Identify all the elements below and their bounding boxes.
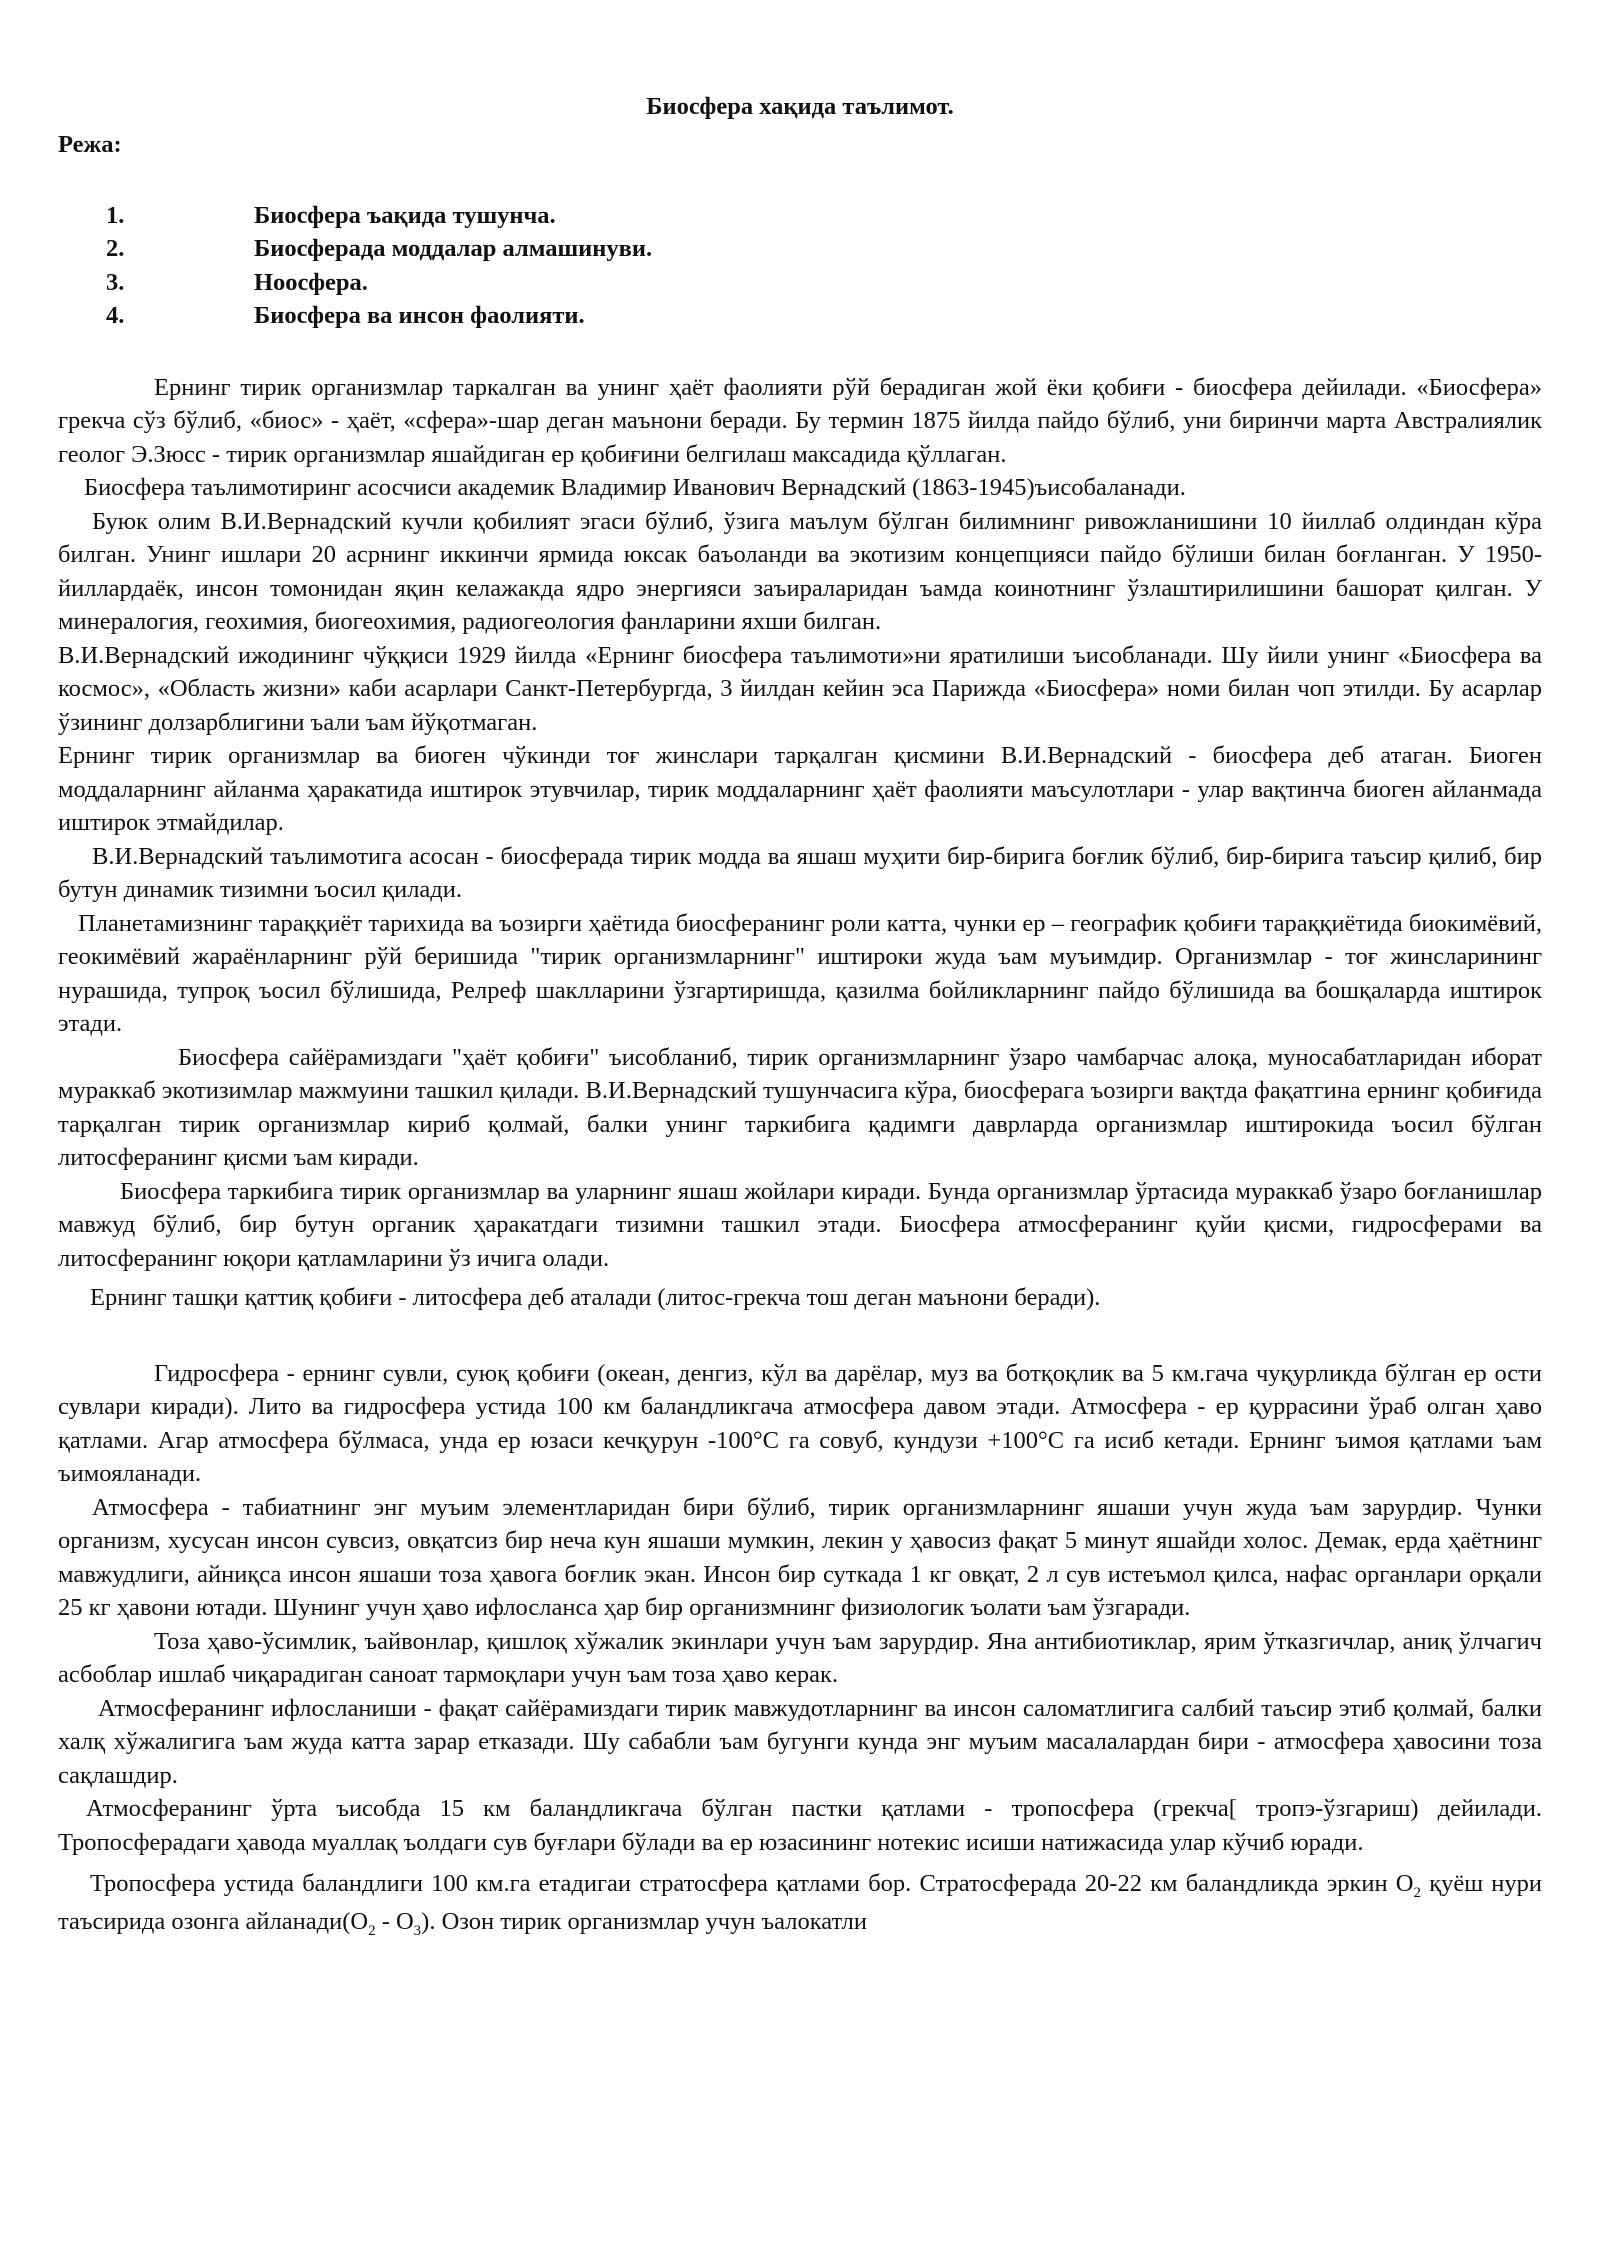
plan-item-text: Биосферада моддалар алмашинуви. — [254, 235, 653, 262]
body-paragraph: Атмосфера - табиатнинг энг муъим элементларидан бири бўлиб, тирик организмларнинг яшаши учун жуда ъам зарурдир. Чунки организм, хусусан инсон сувсиз, овқатсиз бир неча кун яшаши мумкин, лекин у ҳавосиз фақат 5 минут яшайди холос. Демак, ерда ҳаётнинг мавжудлиги, айниқса инсон яшаши тоза ҳавога боғлик экан. Инсон бир суткада 1 кг овқат, 2 л сув истеъмол қилса, нафас органлари орқали 25 кг ҳавони ютади. Шунинг учун ҳаво ифлосланса ҳар бир организмнинг физиологик ъолати ъам ўзгаради. — [58, 1493, 1542, 1621]
body-paragraph-last — [58, 1865, 1542, 1941]
plan-item-text: Биосфера ъақида тушунча. — [254, 201, 556, 229]
plan-item-number: 1. — [106, 201, 125, 229]
plan-item-number: 4. — [106, 302, 125, 329]
body-paragraph: В.И.Вернадский таълимотига асосан - биосферада тирик модда ва яшаш муҳити бир-бирига боғлик бўлиб, бир-бирига таъсир қилиб, бир бутун динамик тизимни ъосил қилади. — [58, 842, 1542, 903]
plan-item-text: Биосфера ва инсон фаолияти. — [254, 302, 585, 329]
text-run: - О — [375, 1908, 414, 1935]
plan-item — [58, 199, 1542, 233]
body-paragraph: Планетамизнинг тараққиёт тарихида ва ъозирги ҳаётида биосферанинг роли катта, чунки ер – географик қобиғи тараққиётида биокимёвий, геокимёвий жараёнларнинг рўй беришида "тирик организмларнинг" иштироки жуда ъам муъимдир. Организмлар - тоғ жинсларининг нурашида, тупроқ ъосил бўлишида, Релреф шаклларини ўзгартиришда, қазилма бойликларнинг пайдо бўлишида ва бошқаларда иштирок этади. — [58, 909, 1542, 1037]
document-page — [58, 90, 1542, 1941]
body-paragraph: В.И.Вернадский ижодининг чўққиси 1929 йилда «Ернинг биосфера таълимоти»ни яратилиши ъисобланади. Шу йили унинг «Биосфера ва космос», «Область жизни» каби асарлари Санкт-Петербургда, 3 йилдан кейин эса Парижда «Биосфера» номи билан чоп этилди. Бу асарлар ўзининг долзарблигини ъали ъам йўқотмаган. — [58, 641, 1542, 736]
spacer — [58, 1315, 1542, 1357]
body-paragraph: Биосфера таркибига тирик организмлар ва уларнинг яшаш жойлари киради. Бунда организмлар ўртасида мураккаб ўзаро боғланишлар мавжуд бўлиб, бир бутун органик ҳаракатдаги тизимни ташкил этади. Биосфера атмосферанинг қуйи қисми, гидросферами ва литосферанинг юқори қатламларини ўз ичига олади. — [58, 1177, 1542, 1272]
plan-item — [58, 232, 1542, 266]
body-paragraph: Биосфера сайёрамиздаги "ҳаёт қобиғи" ъисобланиб, тирик организмларнинг ўзаро чамбарчас алоқа, муносабатларидан иборат мураккаб экотизимлар мажмуини ташкил қилади. В.И.Вернадский тушунчасига кўра, биосферага ъозирги вақтда фақатгина ернинг қобиғида тарқалган тирик организмлар кириб қолмай, балки унинг таркибига қадимги даврларда организмлар иштирокида ъосил бўлган литосферанинг қисми ъам киради. — [58, 1043, 1542, 1171]
plan-item — [58, 266, 1542, 300]
plan-list — [58, 199, 1542, 333]
body-paragraph: Ернинг ташқи қаттиқ қобиғи - литосфера деб аталади (литос-грекча тош деган маънони беради). — [90, 1284, 1101, 1311]
subscript: 3 — [413, 1922, 422, 1939]
plan-label: Режа: — [58, 131, 122, 158]
subscript: 2 — [368, 1922, 376, 1939]
body-paragraph: Биосфера таълимотиринг асосчиси академик Владимир Иванович Вернадский (1863-1945)ъисобаланади. — [84, 474, 1186, 501]
plan-item-number: 3. — [106, 268, 125, 296]
plan-item — [58, 299, 1542, 333]
body-paragraph: Ернинг тирик организмлар ва биоген чўкинди тоғ жинслари тарқалган қисмини В.И.Вернадский - биосфера деб атаган. Биоген моддаларнинг айланма ҳаракатида иштирок этувчилар, тирик моддаларнинг ҳаёт фаолияти маъсулотлари - улар вақтинча биоген айланмада иштирок этмайдилар. — [58, 742, 1542, 836]
text-run: қуёш нури таъсирида озонга айланади(О — [58, 1870, 1542, 1935]
document-title: Биосфера хақида таълимот. — [646, 93, 954, 120]
body-paragraph: Тоза ҳаво-ўсимлик, ъайвонлар, қишлоқ хўжалик экинлари учун ъам зарурдир. Яна антибиотиклар, ярим ўтказгичлар, аниқ ўлчагич асбоблар ишлаб чиқарадиган саноат тармоқлари учун ъам тоза ҳаво керак. — [58, 1627, 1542, 1688]
body-paragraph: Гидросфера - ернинг сувли, суюқ қобиғи (океан, денгиз, кўл ва дарёлар, муз ва ботқоқлик ва 5 км.гача чуқурликда бўлган ер ости сувлари киради). Лито ва гидросфера устида 100 км баландликгача атмосфера давом этади. Атмосфера - ер қуррасини ўраб олган ҳаво қатлами. Агар атмосфера бўлмаса, унда ер юзаси кечқурун -100°С га совуб, кундузи +100°С га исиб кетади. Ернинг ъимоя қатлами ъам ъимояланади. — [58, 1359, 1542, 1487]
body-paragraph: Буюк олим В.И.Вернадский кучли қобилият эгаси бўлиб, ўзига маълум бўлган билимнинг ривожланишини 10 йиллаб олдиндан кўра билган. Унинг ишлари 20 асрнинг иккинчи ярмида юксак баъоланди ва экотизим концепцияси пайдо бўлиши билан боғланган. У 1950-йиллардаёк, инсон томонидан яқин келажакда ядро энергияси заъираларидан ъамда коинотнинг ўзлаштирилишини башорат қилган. У минералогия, геохимия, биогеохимия, радиогеология фанларини яхши билган. — [58, 507, 1542, 635]
subscript: 2 — [1413, 1884, 1422, 1901]
plan-item-number: 2. — [106, 235, 125, 262]
plan-item-text: Ноосфера. — [254, 268, 368, 296]
text-run: Тропосфера устида баландлиги 100 км.га етадигаи стратосфера қатлами бор. Стратосферада 20-22 км баландликда эркин О — [90, 1870, 1414, 1897]
text-run: ). Озон тирик организмлар учун ъалокатли — [421, 1908, 867, 1935]
body-paragraph: Атмосферанинг ифлосланиши - фақат сайёрамиздаги тирик мавжудотларнинг ва инсон саломатлигига салбий таъсир этиб қолмай, балки халқ хўжалигига ъам жуда катта зарар етказади. Шу сабабли ъам бугунги кунда энг муъим масалалардан бири - атмосфера ҳавосини тоза сақлашдир. — [58, 1694, 1542, 1789]
body-paragraph: Ернинг тирик организмлар таркалган ва унинг ҳаёт фаолияти рўй берадиган жой ёки қобиғи - биосфера дейилади. «Биосфера» грекча сўз бўлиб, «биос» - ҳаёт, «сфера»-шар деган маънони беради. Бу термин 1875 йилда пайдо бўлиб, уни биринчи марта Австралиялик геолог Э.Зюсс - тирик организмлар яшайдиган ер қобиғини белгилаш максадида қўллаган. — [58, 373, 1542, 468]
body-paragraph: Атмосферанинг ўрта ъисобда 15 км баландликгача бўлган пастки қатлами - тропосфера (грекча[ тропэ-ўзгариш) дейилади. Тропосферадаги ҳавода муаллақ ъолдаги сув буғлари бўлади ва ер юзасининг нотекис исиши натижасида улар кўчиб юради. — [58, 1795, 1542, 1856]
